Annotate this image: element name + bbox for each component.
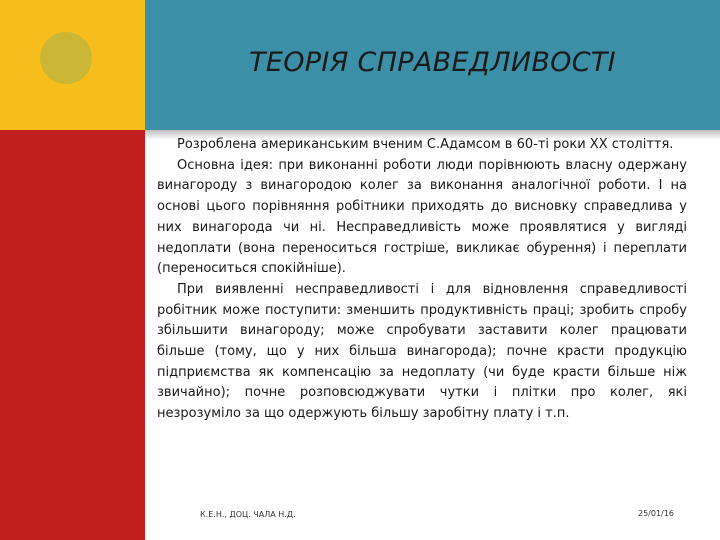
- footer-date: 25/01/16: [638, 509, 674, 518]
- body-paragraph: При виявленні несправедливості і для відновлення справедливості робітник може поступити: зменшить продуктивність праці; зробить спробу збільшити винагороду; може спробувати заставити колег працювати більше (тому, що у них більша винагорода); почне красти продукцію підприємства як компенсацію за недоплату (чи буде красти більше ніж звичайно); почне розповсюджувати чутки і плітки про колег, які незрозуміло за що одержують більшу заробітну плату і т.п.: [157, 281, 687, 422]
- slide-title: ТЕОРІЯ СПРАВЕДЛИВОСТІ: [249, 47, 616, 78]
- footer-author: К.Е.Н., ДОЦ. ЧАЛА Н.Д.: [200, 510, 296, 519]
- decorative-circle: [40, 32, 92, 84]
- body-paragraph: Основна ідея: при виконанні роботи люди порівнюють власну одержану винагороду з винагородою колег за виконання аналогічної роботи. І на основі цього порівняння робітники приходять до висновку справедлива у них винагорода чи ні. Несправедливість може проявлятися у вигляді недоплати (вона переноситься гостріше, викликає обурення) і переплати (переноситься спокійніше).: [157, 157, 687, 277]
- body-paragraph: Розроблена американським вченим С.Адамсом в 60-ті роки XX століття.: [177, 137, 674, 152]
- slide-body: [157, 135, 687, 425]
- side-band: [0, 130, 145, 540]
